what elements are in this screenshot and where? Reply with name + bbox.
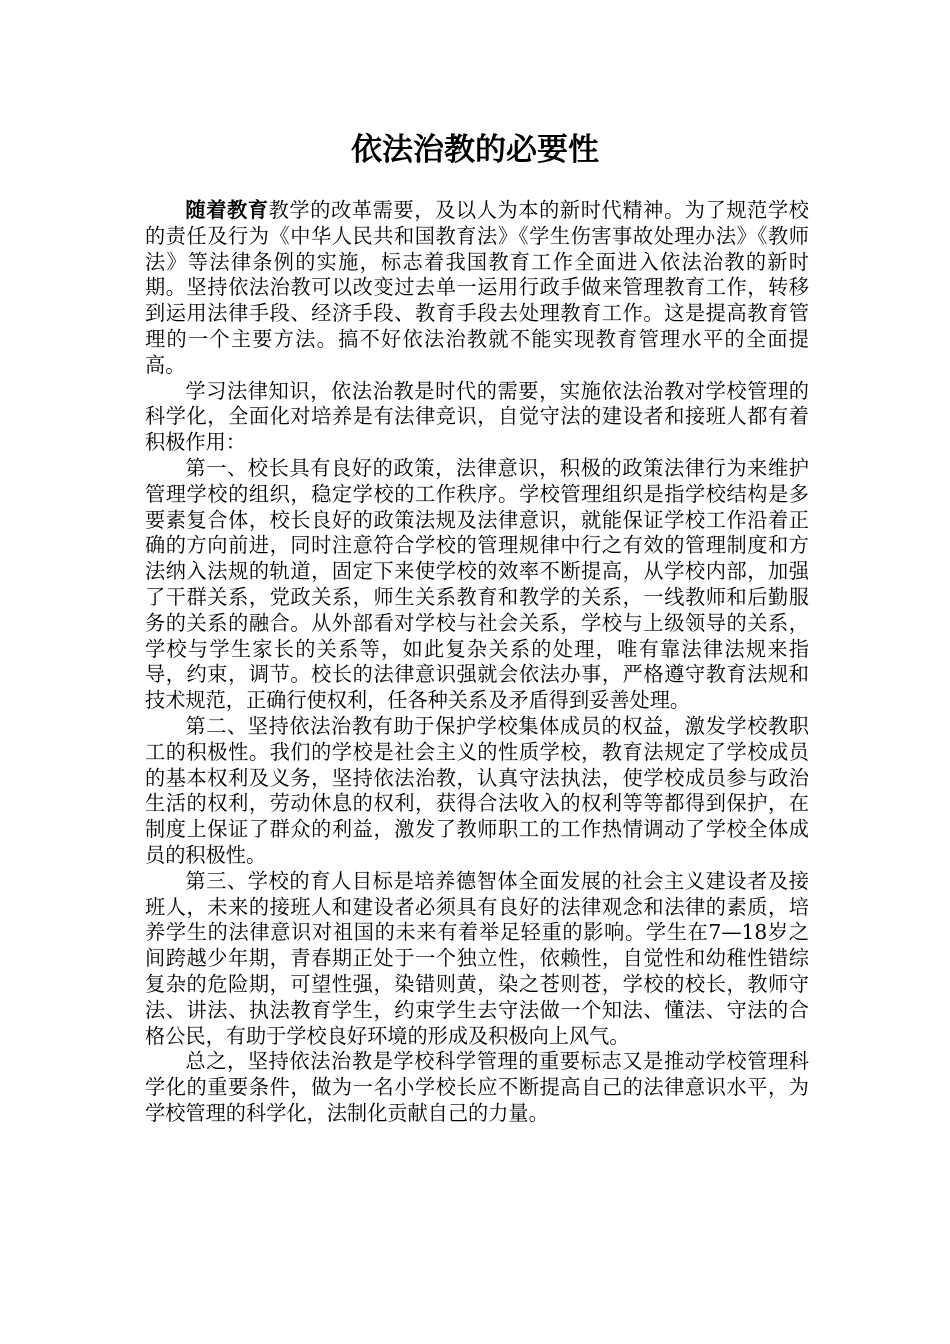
document-title: 依法治教的必要性 — [351, 132, 599, 168]
paragraph-law-knowledge: 学习法律知识，依法治教是时代的需要，实施依法治教对学校管理的科学化，全面化对培养是有法律竞识，自觉守法的建设者和接班人都有着积极作用： — [145, 378, 809, 455]
paragraph-point-two: 第二、坚持依法治教有助于保护学校集体成员的权益，激发学校教职工的积极性。我们的学校是社会主义的性质学校，教育法规定了学校成员的基本权利及义务，坚持依法治教，认真守法执法，使学校成员参与政治生活的权利，劳动休息的权利，获得合法收入的权利等等都得到保护，在制度上保证了群众的利益，激发了教师职工的工作热情调动了学校全体成员的积极性。 — [145, 713, 809, 867]
intro-paragraph — [145, 198, 809, 379]
intro-text: 教学的改革需要，及以人为本的新时代精神。为了规范学校的责任及行为《中华人民共和国教育法》《学生伤害事故处理办法》《教师法》等法律条例的实施，标志着我国教育工作全面进入依法治教的新时期。坚持依法治教可以改变过去单一运用行政手做来管理教育工作，转移到运用法律手段、经济手段、教育手段去处理教育工作。这是提高教育管理的一个主要方法。搞不好依法治教就不能实现教育管理水平的全面提高。 — [145, 198, 809, 377]
intro-lead-text: 随着教育 — [185, 198, 269, 222]
paragraph-point-one: 第一、校长具有良好的政策，法律意识，积极的政策法律行为来维护管理学校的组织，稳定学校的工作秩序。学校管理组织是指学校结构是多要素复合体，校长良好的政策法规及法律意识，就能保证学校工作沿着正确的方向前进，同时注意符合学校的管理规律中行之有效的管理制度和方法纳入法规的轨道，固定下来使学校的效率不断提高，从学校内部，加强了干群关系，党政关系，师生关系教育和教学的关系，一线教师和后勤服务的关系的融合。从外部看对学校与社会关系，学校与上级领导的关系，学校与学生家长的关系等，如此复杂关系的处理，唯有靠法律法规来指导，约束，调节。校长的法律意识强就会依法办事，严格遵守教育法规和技术规范，正确行使权利，任各种关系及矛盾得到妥善处理。 — [145, 455, 809, 713]
paragraph-point-three: 第三、学校的育人目标是培养德智体全面发展的社会主义建设者及接班人，未来的接班人和建设者必须具有良好的法律观念和法律的素质，培养学生的法律意识对祖国的未来有着举足轻重的影响。学生在7—18岁之间跨越少年期，青春期正处于一个独立性，依赖性，自觉性和幼稚性错综复杂的危险期，可望性强，染错则黄，染之苍则苍，学校的校长，教师守法、讲法、执法教育学生，约束学生去守法做一个知法、懂法、守法的合格公民，有助于学校良好环境的形成及积极向上风气。 — [145, 868, 809, 1048]
document-body — [145, 198, 809, 1127]
paragraph-conclusion: 总之，坚持依法治教是学校科学管理的重要标志又是推动学校管理科学化的重要条件，做为一名小学校长应不断提高自己的法律意识水平，为学校管理的科学化，法制化贡献自己的力量。 — [145, 1049, 809, 1125]
